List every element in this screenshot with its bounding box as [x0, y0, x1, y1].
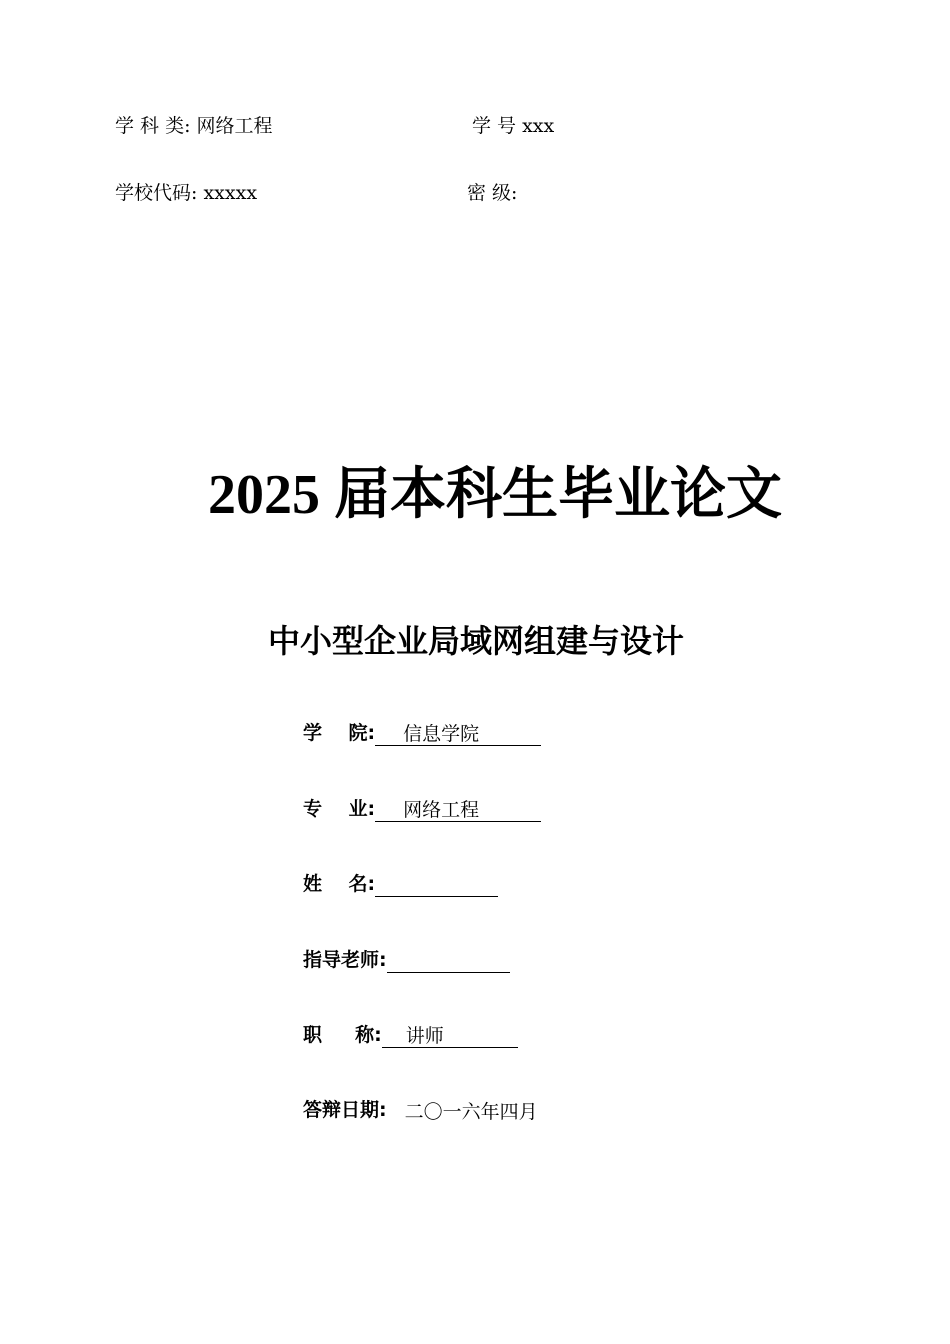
defense-date-value: 二〇一六年四月 — [404, 1101, 538, 1123]
school-code-label: 学校代码: — [115, 182, 198, 204]
main-title: 2025 届本科生毕业论文 — [208, 464, 782, 526]
secret-level-label: 密 级: — [467, 182, 518, 204]
advisor-row — [303, 947, 510, 973]
rank-row — [303, 1022, 518, 1048]
college-row — [303, 720, 541, 746]
student-id-label: 学 号 — [472, 115, 517, 137]
secret-level-row — [467, 181, 517, 205]
advisor-value — [387, 950, 510, 973]
major-row — [303, 796, 541, 822]
rank-value: 讲师 — [382, 1025, 518, 1048]
major-value: 网络工程 — [375, 799, 541, 822]
major-label: 专 业: — [303, 798, 376, 820]
name-label: 姓 名: — [303, 873, 376, 895]
discipline-label: 学 科 类: — [115, 115, 191, 137]
student-id-row — [472, 114, 554, 138]
college-label: 学 院: — [303, 722, 376, 744]
thesis-subtitle: 中小型企业局域网组建与设计 — [267, 622, 684, 660]
discipline-value: 网络工程 — [196, 115, 273, 137]
school-code-value: xxxxx — [203, 182, 258, 204]
defense-date-row — [303, 1097, 538, 1123]
college-value: 信息学院 — [375, 723, 541, 746]
name-row — [303, 871, 498, 897]
discipline-row — [115, 114, 273, 138]
rank-label: 职 称: — [303, 1024, 382, 1046]
student-id-value: xxx — [522, 115, 555, 137]
advisor-label: 指导老师: — [303, 949, 387, 971]
name-value — [375, 874, 498, 897]
school-code-row — [115, 181, 257, 205]
defense-date-label: 答辩日期: — [303, 1099, 387, 1121]
